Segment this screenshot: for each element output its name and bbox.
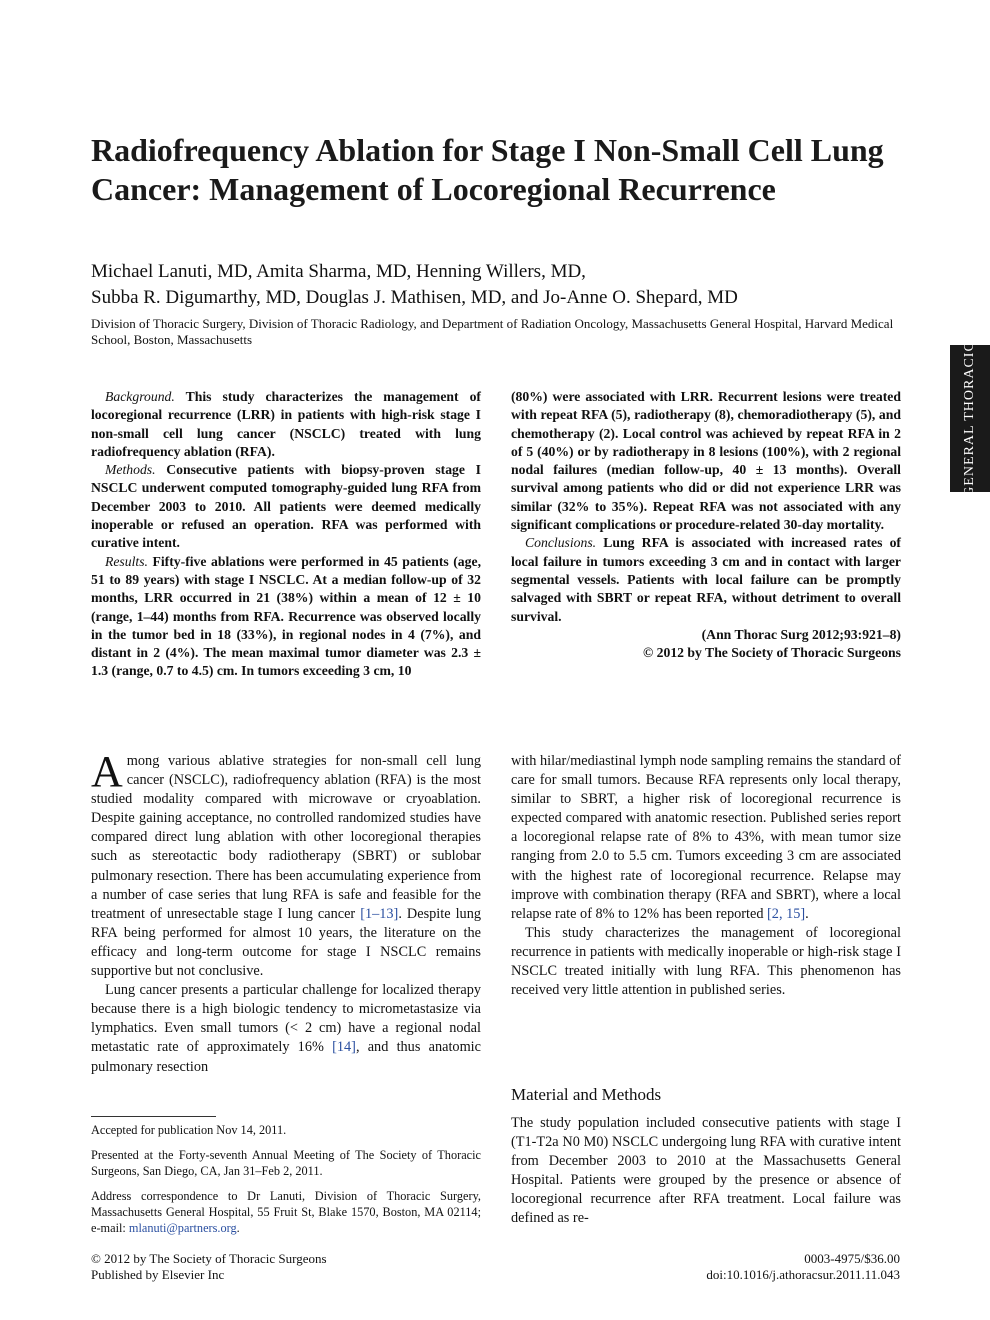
background-text: This study characterizes the management of locoregional recurrence (LRR) in patients with high-risk stage I non-small cell lung cancer (NSCLC) treated with lung radiofrequency ablation (RFA). <box>91 389 481 459</box>
results-text: Fifty-five ablations were performed in 45 patients (age, 51 to 89 years) with stage I NSCLC. At a median follow-up of 32 months, LRR occurred in 21 (38%) within a mean of 12 ± 10 (range, 1–44) months from RFA. Recurrence was observed locally in the tumor bed in 18 (33%), in regional nodes in 4 (7%), and distant in 2 (4%). The mean maximal tumor diameter was 2.3 ± 1.3 (range, 0.7 to 4.5) cm. In tumors exceeding 3 cm, 10 <box>91 553 481 679</box>
p1-text-b: . Despite lung RFA being performed for almost 10 years, the literature on the efficacy and long-term outcome for stage I NSCLC remains supportive but not conclusive. <box>91 905 481 980</box>
footer-issn-price: 0003-4975/$36.00 <box>804 1251 900 1266</box>
footnotes <box>91 1122 481 1245</box>
affiliation: Division of Thoracic Surgery, Division of Thoracic Radiology, and Department of Radiation Oncology, Massachusetts General Hospital, Harvard Medical School, Boston, Massachusetts <box>91 316 894 347</box>
methods-column <box>511 1114 901 1229</box>
background-label: Background. <box>105 389 175 404</box>
footer-right <box>706 1251 900 1283</box>
author-list <box>91 259 911 311</box>
footer-doi: doi:10.1016/j.athoracsur.2011.11.043 <box>706 1267 900 1282</box>
body-paragraph-5: The study population included consecutive patients with stage I (T1-T2a N0 M0) NSCLC undergoing lung RFA with curative intent from December 2003 to 2010 at the Massachusetts General Hospital. Patients were grouped by the presence or absence of locoregional recurrence after RFA treatment. Local failure was defined as re- <box>511 1115 901 1227</box>
footnote-accepted: Accepted for publication Nov 14, 2011. <box>91 1123 287 1137</box>
authors-line-1: Michael Lanuti, MD, Amita Sharma, MD, Henning Willers, MD, <box>91 261 586 282</box>
methods-text: Consecutive patients with biopsy-proven stage I NSCLC underwent computed tomography-guided lung RFA from December 2003 to 2010. All patients were deemed medically inoperable or refused an operation. RFA was performed with curative intent. <box>91 462 481 551</box>
abstract-results <box>91 553 481 681</box>
article-title: Radiofrequency Ablation for Stage I Non-Small Cell Lung Cancer: Management of Locoregional Recurrence <box>91 132 884 207</box>
abstract-right-column <box>511 388 901 662</box>
footer-left <box>91 1251 327 1283</box>
p3-text-a: with hilar/mediastinal lymph node sampling remains the standard of care for small tumors. Because RFA represents only local therapy, similar to SBRT, a higher risk of locoregional recurrence is expected compared with anatomic resection. Published series report a locoregional relapse rate of 8% to 43%, with mean tumor size ranging from 2.0 to 5.5 cm. Tumors exceeding 3 cm are associated with the highest rate of locoregional recurrence. Relapse may improve with combination therapy (RFA and SBRT), where a local relapse rate of 8% to 12% has been reported <box>511 753 901 922</box>
citation-link-1-13[interactable]: [1–13] <box>360 905 399 922</box>
body-paragraph-2 <box>91 981 481 1076</box>
section-side-tab <box>950 340 990 497</box>
body-right-column <box>511 752 901 1000</box>
methods-label: Methods. <box>105 462 156 478</box>
authors-line-2: Subba R. Digumarthy, MD, Douglas J. Mathisen, MD, and Jo-Anne O. Shepard, MD <box>91 287 738 308</box>
p2-text-a: Lung cancer presents a particular challenge for localized therapy because there is a high biologic tendency to micrometastasize via lymphatics. Even small tumors (< 2 cm) have a regional nodal metastatic rate of approximately 16% <box>91 982 481 1056</box>
footer-copyright: © 2012 by The Society of Thoracic Surgeons <box>91 1251 327 1266</box>
p2-text-b: , and thus anatomic pulmonary resection <box>91 1039 482 1075</box>
body-paragraph-4: This study characterizes the management of locoregional recurrence in patients with medically inoperable or high-risk stage I NSCLC treated initially with lung RFA. This phenomenon has received very little attention in published series. <box>511 924 901 999</box>
footer-publisher: Published by Elsevier Inc <box>91 1267 225 1282</box>
address-text: Address correspondence to Dr Lanuti, Division of Thoracic Surgery, Massachusetts General Hospital, 55 Fruit St, Blake 1570, Boston, MA 02114; e-mail: <box>91 1189 481 1235</box>
address-end: . <box>236 1221 240 1235</box>
body-paragraph-3 <box>511 752 901 924</box>
abstract-methods <box>91 461 481 552</box>
citation-link-2-15[interactable]: [2, 15] <box>767 905 806 922</box>
footnote-address <box>91 1188 481 1236</box>
side-tab-label: GENERAL THORACIC <box>962 340 977 497</box>
conclusions-label: Conclusions. <box>525 535 597 551</box>
abstract-left-column <box>91 388 481 681</box>
p3-text-b: . <box>805 905 809 922</box>
abstract-results-continued: (80%) were associated with LRR. Recurrent lesions were treated with repeat RFA (5), radiotherapy (8), chemoradiotherapy (5), and chemotherapy (2). Local control was achieved by repeat RFA in 2 of 5 (40%) or by radiotherapy in 8 lesions (100%), with 2 regional nodal failures (median follow-up, 40 ± 13 months). Overall survival among patients who did or did not experience LRR was similar (32% to 35%). Repeat RFA was not associated with any significant complications or procedure-related 30-day mortality. <box>511 389 901 533</box>
journal-citation: (Ann Thorac Surg 2012;93:921–8) <box>701 626 901 642</box>
email-link[interactable]: mlanuti@partners.org <box>128 1221 237 1235</box>
footnote-presented: Presented at the Forty-seventh Annual Meeting of The Society of Thoracic Surgeons, San Diego, CA, Jan 31–Feb 2, 2011. <box>91 1148 481 1178</box>
body-left-column <box>91 747 482 1077</box>
citation-link-14[interactable]: [14] <box>332 1039 356 1056</box>
conclusions-text: Lung RFA is associated with increased rates of local failure in tumors exceeding 3 cm and in contact with larger segmental vessels. Patients with local failure can be promptly salvaged with SBRT or repeat RFA, without detriment to overall survival. <box>511 535 901 624</box>
drop-cap: A <box>91 747 123 796</box>
body-paragraph-1 <box>91 747 481 981</box>
abstract-background <box>91 388 481 461</box>
results-label: Results. <box>105 553 148 569</box>
footnote-divider <box>91 1116 216 1117</box>
abstract-conclusions <box>511 534 901 625</box>
p1-text-a: mong various ablative strategies for non-small cell lung cancer (NSCLC), radiofrequency ablation (RFA) is the most studied modality compared with microwave or cryoablation. Despite gaining acceptance, no controlled randomized studies have compared direct lung ablation with other locoregional therapies such as stereotactic body radiotherapy (SBRT) or sublobar pulmonary resection. There has been accumulating experience from a number of case series that lung RFA is safe and feasible for the treatment of unresectable stage I lung cancer <box>91 753 481 922</box>
abstract-copyright: © 2012 by The Society of Thoracic Surgeons <box>642 645 901 661</box>
methods-section-heading: Material and Methods <box>511 1085 662 1104</box>
